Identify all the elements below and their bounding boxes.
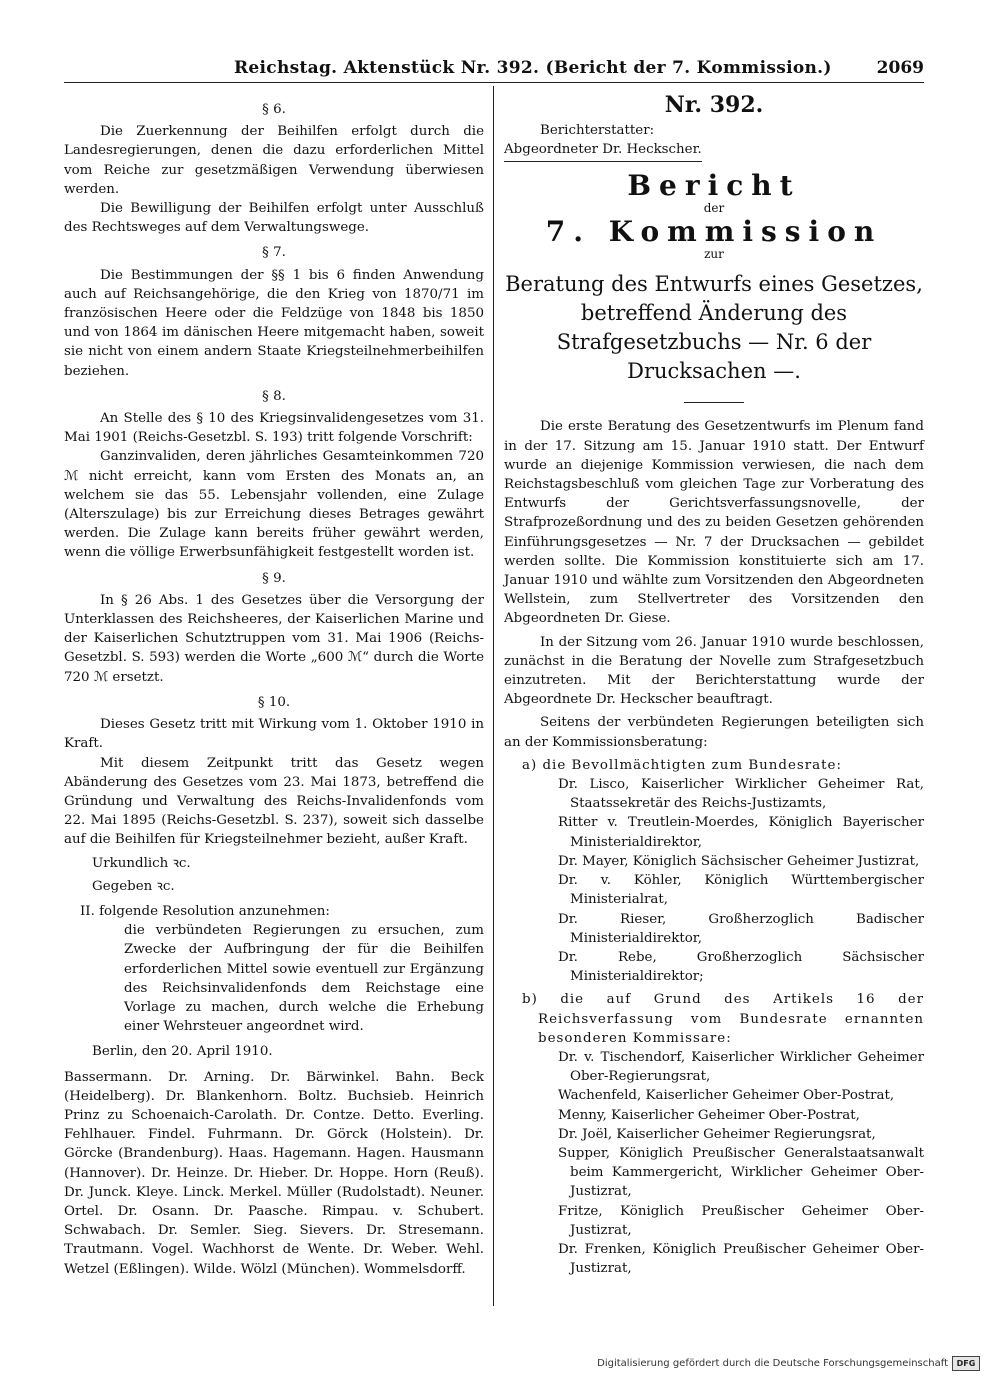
report-title: Bericht <box>627 168 801 202</box>
paragraph: An Stelle des § 10 des Kriegsinvalidengesetzes vom 31. Mai 1901 (Reichs-Gesetzbl. S. 193) tritt folgende Vorschrift: <box>64 411 484 446</box>
paragraph: In § 26 Abs. 1 des Gesetzes über die Versorgung der Unterklassen des Reichsheeres, der Kaiserlichen Marine und der Kaiserlichen Schutztruppen vom 31. Mai 1906 (Reichs-Gesetzbl. S. 593) werden die Worte „600 ℳ“ durch die Worte 720 ℳ ersetzt. <box>64 592 484 685</box>
closing-formula: Urkundlich ꝛc. <box>92 855 191 871</box>
report-subject: Beratung des Entwurfs eines Gesetzes, betreffend Änderung des Strafgesetzbuchs — Nr. 6 der Drucksachen —. <box>505 272 923 384</box>
section-heading: § 6. <box>262 102 286 117</box>
paragraph: Die erste Beratung des Gesetzentwurfs im Plenum fand in der 17. Sitzung am 15. Januar 1910 statt. Der Entwurf wurde an diejenige Kommission verwiesen, die nach dem Reichstagsbeschluß vom gleichen Tage zur Vorberatung des Entwurfs der Gerichtsverfassungsnovelle, der Strafprozeßordnung und des zu beiden Gesetzen gehörenden Einführungsgesetzes — Nr. 7 der Drucksachen — gebildet werden sollte. Die Kommission konstituierte sich am 17. Januar 1910 und wählte zum Vorsitzenden den Abgeordneten Wellstein, zum Stellvertreter des Vorsitzenden den Abgeordneten Dr. Giese. <box>504 419 924 627</box>
paragraph: Mit diesem Zeitpunkt tritt das Gesetz wegen Abänderung des Gesetzes vom 23. Mai 1873, betreffend die Gründung und Verwaltung des Reichs-Invalidenfonds vom 22. Mai 1895 (Reichs-Gesetzbl. S. 237), soweit sich dasselbe auf die Beihilfen für Kriegsteilnehmer bezieht, außer Kraft. <box>64 755 484 848</box>
list-item: Menny, Kaiserlicher Geheimer Ober-Postrat, <box>558 1107 860 1123</box>
right-column <box>504 94 924 1304</box>
title-rule <box>684 402 744 403</box>
list-item: Dr. v. Köhler, Königlich Württembergischer Ministerialrat, <box>558 873 924 908</box>
reporter-name: Abgeordneter Dr. Heckscher. <box>504 140 702 161</box>
subheading-a: a) die Bevollmächtigten zum Bundesrate: <box>522 757 842 773</box>
list-item: Dr. v. Tischendorf, Kaiserlicher Wirklicher Geheimer Ober-Regierungsrat, <box>558 1049 924 1085</box>
section-heading: § 7. <box>262 245 286 261</box>
paragraph: Die Zuerkennung der Beihilfen erfolgt durch die Landesregierungen, denen die dazu erforderlichen Mittel vom Reiche zur gesetzmäßigen Verwendung überwiesen werden. <box>64 124 484 197</box>
reporter-label: Berichterstatter: <box>540 123 655 139</box>
list-item: Dr. Frenken, Königlich Preußischer Geheimer Ober-Justizrat, <box>558 1241 924 1277</box>
resolution-text: die verbündeten Regierungen zu ersuchen, zum Zwecke der Aufbringung der für die Beihilfen erforderlichen Mittel sowie eventuell zur Ergänzung des Reichsinvalidenfonds dem Reichstage eine Vorlage zu machen, durch welche die Erhebung einer Wehrsteuer angeordnet wird. <box>124 923 484 1035</box>
paragraph: Ganzinvaliden, deren jährliches Gesamteinkommen 720 ℳ nicht erreicht, kann vom Ersten des Monats an, an welchem sie das 55. Lebensjahr vollenden, eine Zulage (Alterszulage) bis zur Erreichung dieses Betrages gewährt werden. Die Zulage kann bereits früher gewährt werden, wenn die völlige Erwerbsunfähigkeit festgestellt worden ist. <box>64 449 484 561</box>
page-header <box>64 56 924 83</box>
section-heading: § 9. <box>262 570 286 586</box>
left-column <box>64 94 484 1304</box>
list-item: Ritter v. Treutlein-Moerdes, Königlich Bayerischer Ministerialdirektor, <box>558 815 924 850</box>
member-list: Bassermann. Dr. Arning. Dr. Bärwinkel. Bahn. Beck (Heidelberg). Dr. Blankenhorn. Boltz. Buchsieb. Heinrich Prinz zu Schoenaich-Carolath. Dr. Contze. Detto. Everling. Fehlhauer. Findel. Fuhrmann. Dr. Görck (Holstein). Dr. Görcke (Brandenburg). Haas. Hagemann. Hagen. Hausmann (Hannover). Dr. Heinze. Dr. Hieber. Dr. Hoppe. Horn (Reuß). Dr. Junck. Kleye. Linck. Merkel. Müller (Rudolstadt). Neuner. Ortel. Dr. Osann. Dr. Paasche. Rimpau. v. Schubert. Schwabach. Dr. Semler. Sieg. Sievers. Dr. Stresemann. Trautmann. Vogel. Wachhorst de Wente. Dr. Weber. Wehl. Wetzel (Eßlingen). Wilde. Wölzl (München). Wommelsdorff. <box>64 1069 484 1277</box>
document-number: Nr. 392. <box>664 92 764 118</box>
running-title: Reichstag. Aktenstück Nr. 392. (Bericht der 7. Kommission.) <box>234 58 832 78</box>
resolution-intro: II. folgende Resolution anzunehmen: <box>80 903 330 919</box>
title-connector: zur <box>704 247 724 262</box>
paragraph: Seitens der verbündeten Regierungen beteiligten sich an der Kommissionsberatung: <box>504 715 924 750</box>
date-line: Berlin, den 20. April 1910. <box>92 1044 273 1060</box>
list-item: Dr. Mayer, Königlich Sächsischer Geheimer Justizrat, <box>558 853 920 869</box>
page-number: 2069 <box>876 58 924 78</box>
digitization-footer <box>597 1356 980 1371</box>
footer-text: Digitalisierung gefördert durch die Deutsche Forschungsgemeinschaft <box>597 1358 948 1369</box>
paragraph: Dieses Gesetz tritt mit Wirkung vom 1. Oktober 1910 in Kraft. <box>64 717 484 752</box>
list-item: Wachenfeld, Kaiserlicher Geheimer Ober-Postrat, <box>558 1088 895 1104</box>
list-item: Dr. Rebe, Großherzoglich Sächsischer Ministerialdirektor; <box>558 949 924 985</box>
closing-formula: Gegeben ꝛc. <box>92 878 175 894</box>
paragraph: In der Sitzung vom 26. Januar 1910 wurde beschlossen, zunächst in die Beratung der Novelle zum Strafgesetzbuch einzutreten. Mit der Berichterstattung wurde der Abgeordnete Dr. Heckscher beauftragt. <box>504 634 924 708</box>
list-item: Dr. Lisco, Kaiserlicher Wirklicher Geheimer Rat, Staatssekretär des Reichs-Justizamts, <box>558 777 924 812</box>
section-heading: § 8. <box>262 388 286 404</box>
paragraph: Die Bestimmungen der §§ 1 bis 6 finden Anwendung auch auf Reichsangehörige, die den Krieg von 1870/71 im französischen Heere oder die Feldzüge von 1848 bis 1850 und von 1864 im dänischen Heere mitgemacht haben, soweit sie nicht von einem andern Staate Kriegsteilnehmerbeihilfen beziehen. <box>64 267 484 379</box>
paragraph: Die Bewilligung der Beihilfen erfolgt unter Ausschluß des Rechtsweges auf dem Verwaltungswege. <box>64 201 484 236</box>
dfg-logo-icon: DFG <box>952 1356 980 1371</box>
list-item: Supper, Königlich Preußischer Generalstaatsanwalt beim Kammergericht, Wirklicher Geheimer Ober-Justizrat, <box>558 1145 924 1200</box>
title-connector: der <box>703 200 725 215</box>
list-item: Fritze, Königlich Preußischer Geheimer Ober-Justizrat, <box>558 1203 924 1238</box>
column-divider <box>493 86 494 1306</box>
commission-title: 7. Kommission <box>545 215 883 249</box>
list-item: Dr. Joël, Kaiserlicher Geheimer Regierungsrat, <box>558 1126 876 1142</box>
list-item: Dr. Rieser, Großherzoglich Badischer Ministerialdirektor, <box>558 911 924 946</box>
subheading-b: b) die auf Grund des Artikels 16 der Reichsverfassung vom Bundesrate ernannten besonderen Kommissare: <box>522 992 924 1046</box>
section-heading: § 10. <box>257 694 291 710</box>
